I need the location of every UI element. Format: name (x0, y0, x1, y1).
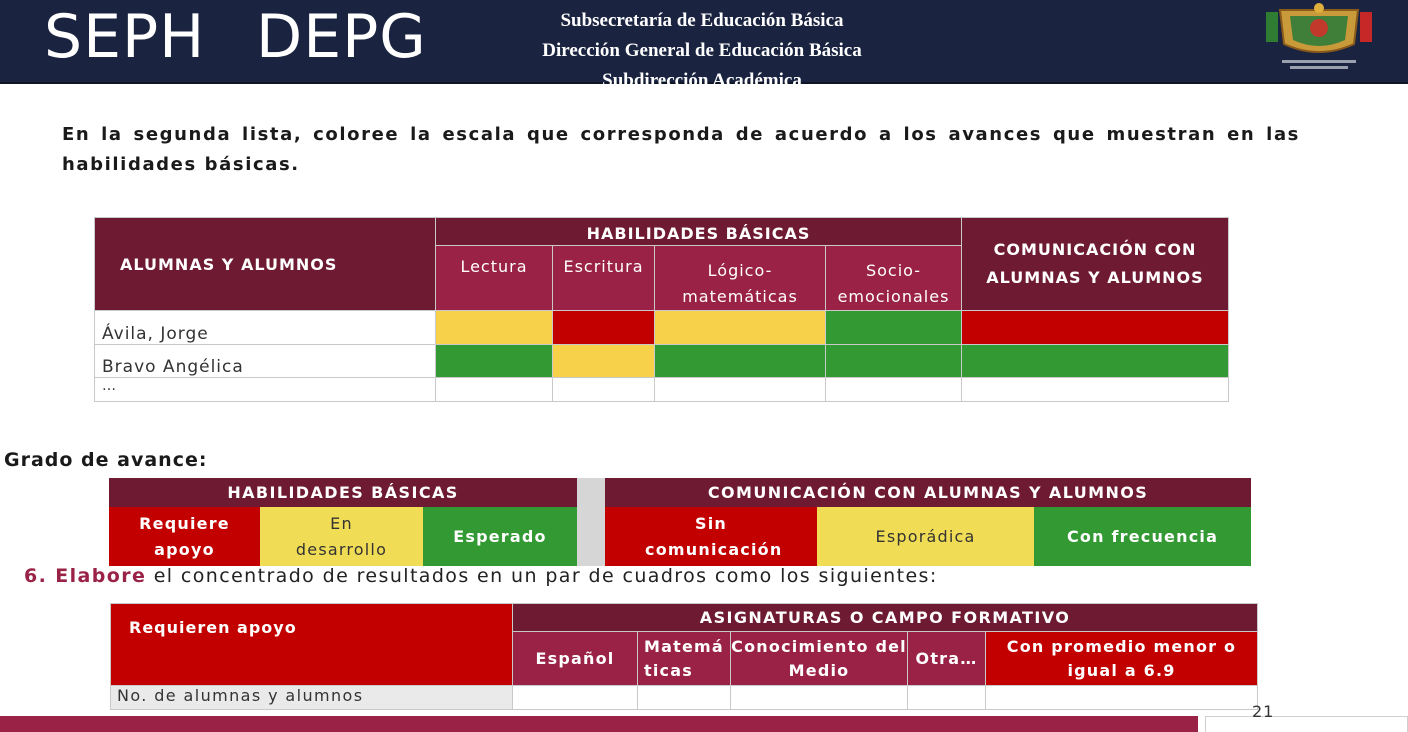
legend-en-desarrollo: En desarrollo (260, 507, 423, 566)
header-line-1: Subsecretaría de Educación Básica (560, 10, 844, 31)
progress-legend-table (109, 478, 1251, 566)
rating-cell[interactable] (962, 311, 1229, 345)
legend-esporadica: Esporádica (817, 507, 1034, 566)
header-line-3: Subdirección Académica (602, 70, 802, 91)
page-header (0, 0, 1408, 91)
legend-con-frecuencia: Con frecuencia (1034, 507, 1251, 566)
results-table (110, 603, 1258, 710)
footer-bar (0, 716, 1198, 732)
step-number: 6. Elabore (24, 565, 147, 587)
subject-matematicas: Matemáticas (638, 632, 731, 686)
rating-cell[interactable] (436, 345, 553, 378)
subject-promedio: Con promedio menor o igual a 6.9 (986, 632, 1258, 686)
subheader-logico: Lógico-matemáticas (655, 246, 826, 311)
subheader-escritura: Escritura (553, 246, 655, 311)
legend-comm-header: COMUNICACIÓN CON ALUMNAS Y ALUMNOS (605, 478, 1251, 507)
header-titles (452, 6, 952, 96)
communication-header: COMUNICACIÓN CON ALUMNAS Y ALUMNOS (962, 218, 1229, 311)
rating-cell[interactable] (826, 378, 962, 402)
rating-cell[interactable] (553, 345, 655, 378)
rating-cell[interactable] (436, 378, 553, 402)
footer-box (1205, 716, 1408, 732)
rating-cell[interactable] (553, 378, 655, 402)
count-cell[interactable] (986, 686, 1258, 710)
rating-cell[interactable] (826, 345, 962, 378)
skills-header: HABILIDADES BÁSICAS (436, 218, 962, 246)
count-cell[interactable] (513, 686, 638, 710)
student-name: Bravo Angélica (95, 345, 436, 378)
progress-legend-title: Grado de avance: (4, 449, 208, 471)
skills-table (94, 217, 1229, 402)
student-name: Ávila, Jorge (95, 311, 436, 345)
subject-espanol: Español (513, 632, 638, 686)
requieren-apoyo-header: Requieren apoyo (111, 604, 513, 686)
legend-requiere-apoyo: Requiere apoyo (109, 507, 260, 566)
students-header: ALUMNAS Y ALUMNOS (95, 218, 436, 311)
rating-cell[interactable] (655, 378, 826, 402)
subheader-socio: Socio-emocionales (826, 246, 962, 311)
student-name: … (95, 378, 436, 402)
rating-cell[interactable] (436, 311, 553, 345)
rating-cell[interactable] (962, 378, 1229, 402)
subheader-lectura: Lectura (436, 246, 553, 311)
seph-logo: SEPH (44, 2, 206, 72)
rating-cell[interactable] (655, 345, 826, 378)
legend-gap (577, 478, 605, 566)
step-text: el concentrado de resultados en un par de cuadros como los siguientes: (146, 565, 938, 587)
legend-sin-comunicacion: Sin comunicación (605, 507, 817, 566)
subject-otra: Otra… (908, 632, 986, 686)
rating-cell[interactable] (655, 311, 826, 345)
count-cell[interactable] (908, 686, 986, 710)
subjects-header: ASIGNATURAS O CAMPO FORMATIVO (513, 604, 1258, 632)
legend-esperado: Esperado (423, 507, 577, 566)
page-number: 21 (1252, 702, 1275, 721)
count-cell[interactable] (731, 686, 908, 710)
rating-cell[interactable] (826, 311, 962, 345)
subject-conocimiento: Conocimiento del Medio (731, 632, 908, 686)
hidalgo-crest-icon (1262, 2, 1376, 72)
rating-cell[interactable] (553, 311, 655, 345)
legend-skills-header: HABILIDADES BÁSICAS (109, 478, 577, 507)
instruction-text: En la segunda lista, coloree la escala que corresponda de acuerdo a los avances que muestran en las habilidades básicas. (62, 124, 1300, 175)
count-cell[interactable] (638, 686, 731, 710)
header-line-2: Dirección General de Educación Básica (542, 40, 862, 61)
step-6-text (24, 565, 938, 587)
depg-logo: DEPG (256, 2, 427, 72)
count-row-label: No. de alumnas y alumnos (111, 686, 513, 710)
rating-cell[interactable] (962, 345, 1229, 378)
